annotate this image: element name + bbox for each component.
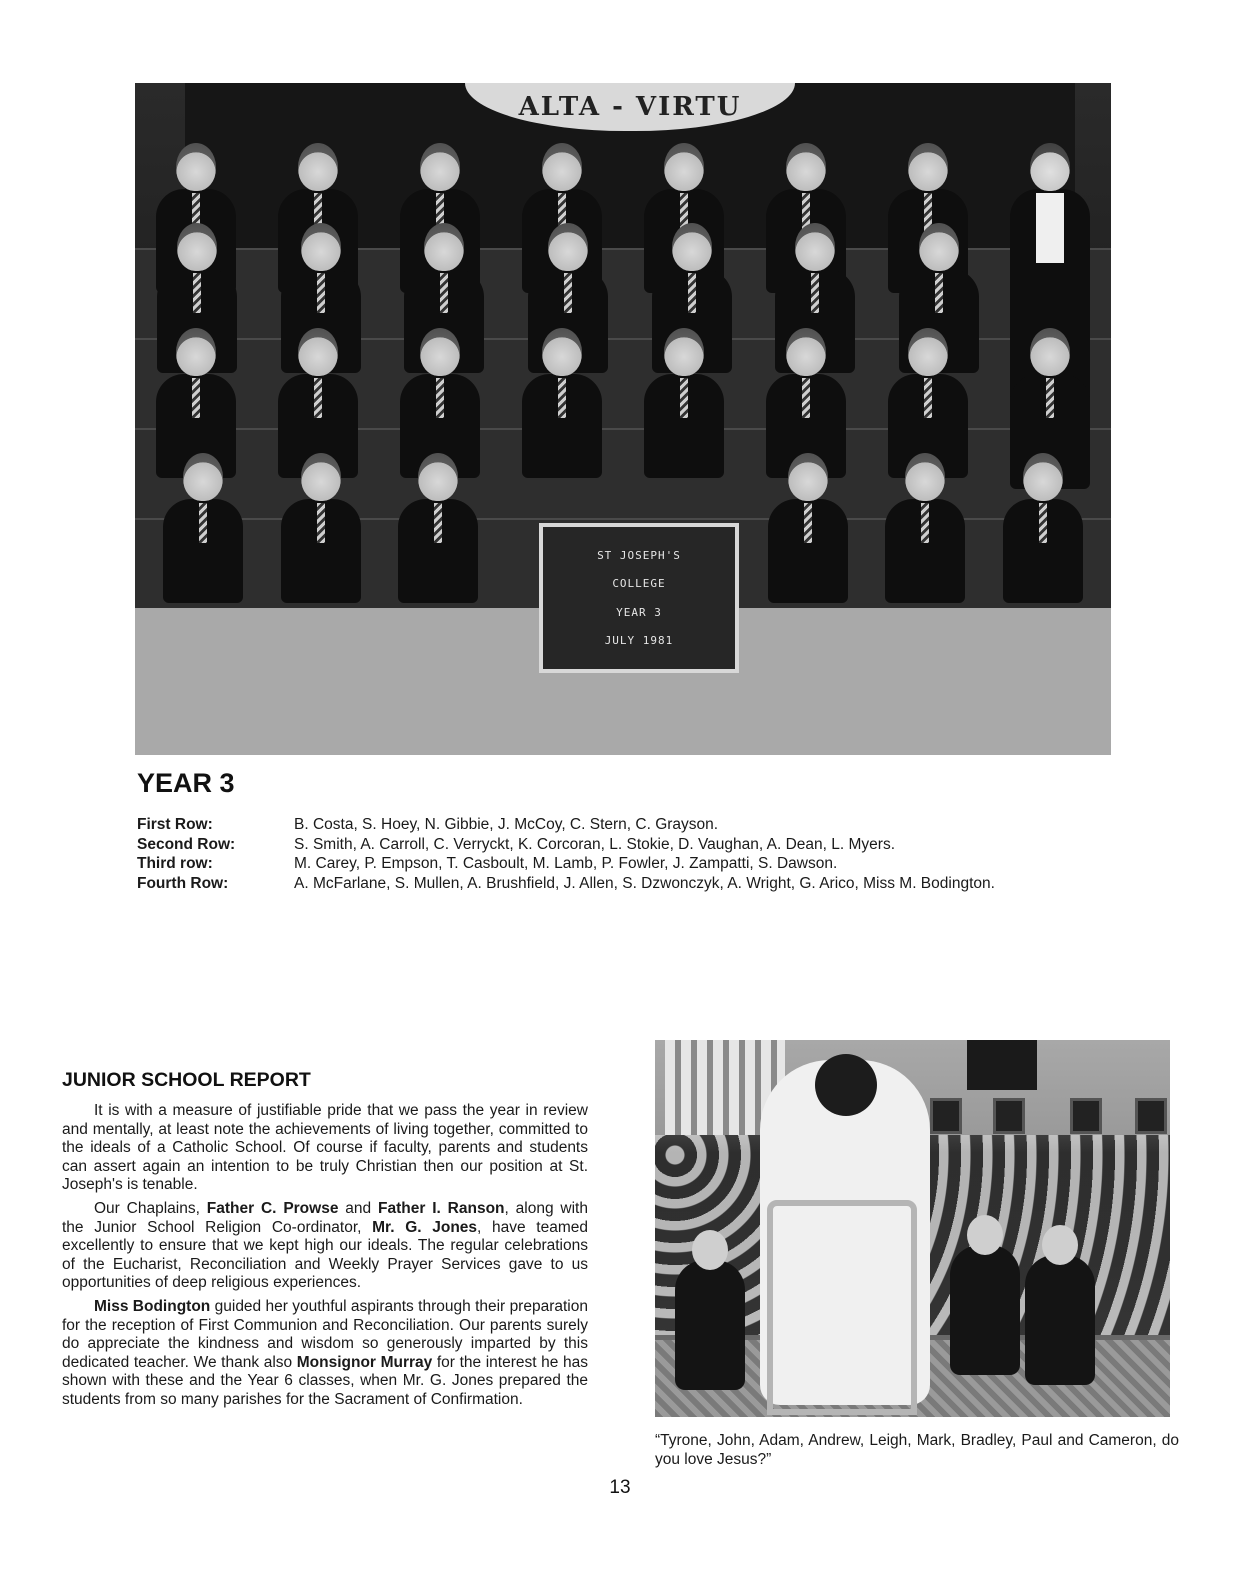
row-line-first — [137, 815, 1117, 835]
chapel-photo-caption: “Tyrone, John, Adam, Andrew, Leigh, Mark, Bradley, Paul and Cameron, do you love Jesus?” — [655, 1432, 1179, 1468]
page-number: 13 — [609, 1477, 631, 1498]
text-run: Our Chaplains, — [94, 1199, 207, 1217]
coordinator-name: Mr. G. Jones — [372, 1218, 478, 1236]
row-names: S. Smith, A. Carroll, C. Verryckt, K. Corcoran, L. Stokie, D. Vaughan, A. Dean, L. Myers. — [294, 835, 896, 853]
row-label: First Row: — [137, 816, 213, 833]
priest-head — [815, 1054, 877, 1116]
motto-banner: ALTA - VIRTU — [465, 83, 795, 131]
student-figure — [273, 453, 369, 603]
text-run: , along with the Junior School Religion Co-ordinator, — [62, 1199, 588, 1236]
row-line-fourth — [137, 874, 1117, 894]
wall-picture — [1070, 1098, 1102, 1134]
year-title: YEAR 3 — [137, 768, 235, 798]
text-run: for the interest he has shown with these and the Year 6 classes, when Mr. G. Jones prepared the students from so many parishes for the Sacrament of Confirmation. — [62, 1353, 589, 1408]
row-names: B. Costa, S. Hoey, N. Gibbie, J. McCoy, C. Stern, C. Grayson. — [294, 816, 719, 833]
wall-picture — [993, 1098, 1025, 1134]
row-names: M. Carey, P. Empson, T. Casboult, M. Lamb, P. Fowler, J. Zampatti, S. Dawson. — [294, 855, 838, 872]
text-run: , have teamed excellently to ensure that we kept high our ideals. The regular celebrations of the Eucharist, Reconciliation and Weekly Prayer Services gave to us opportunities of deep religious experiences. — [62, 1218, 589, 1292]
teacher-name: Miss Bodington — [94, 1297, 211, 1315]
group-photo — [135, 83, 1111, 755]
chaplain-name: Father I. Ranson — [378, 1199, 505, 1217]
class-sign-board — [539, 523, 739, 673]
wall-picture — [930, 1098, 962, 1134]
sign-line-date: JULY 1981 — [604, 634, 674, 648]
student-figure — [390, 453, 486, 603]
monsignor-name: Monsignor Murray — [296, 1353, 433, 1371]
wall-picture — [1135, 1098, 1167, 1134]
report-paragraph-1: It is with a measure of justifiable pride that we pass the year in review and mentally, at least note the achievements of living together, committed to the ideals of a Catholic School. Of course if faculty, parents and students can assert again an intention to be truly Christian then our position at St. Joseph's is tenable. — [62, 1102, 588, 1194]
sign-line-college: COLLEGE — [612, 577, 666, 591]
junior-school-report — [62, 1069, 588, 1415]
sign-line-year: YEAR 3 — [616, 605, 662, 619]
row-line-third — [137, 854, 1117, 874]
chair — [767, 1200, 917, 1415]
seated-boy — [675, 1260, 745, 1390]
row-label: Third row: — [137, 855, 213, 872]
report-paragraph-3 — [62, 1298, 588, 1410]
student-figure — [877, 453, 973, 603]
student-figure — [995, 453, 1091, 603]
row-label: Second Row: — [137, 835, 236, 853]
sign-line-school: ST JOSEPH'S — [597, 548, 681, 562]
seated-boy — [950, 1245, 1020, 1375]
text-run: guided her youthful aspirants through their preparation for the reception of First Communion and Reconciliation. Our parents surely do appreciate the kindness and wisdom so generously imparted by this dedicated teacher. We thank also — [62, 1297, 588, 1371]
report-paragraph-2 — [62, 1200, 588, 1293]
student-figure — [760, 453, 856, 603]
chaplain-name: Father C. Prowse — [206, 1199, 339, 1217]
row-label: Fourth Row: — [137, 874, 229, 892]
row-names: A. McFarlane, S. Mullen, A. Brushfield, J. Allen, S. Dzwonczyk, A. Wright, G. Arico, Miss M. Bodington. — [294, 874, 995, 892]
row-line-second — [137, 835, 1117, 855]
text-run: and — [338, 1199, 378, 1217]
report-heading: JUNIOR SCHOOL REPORT — [62, 1069, 311, 1091]
seated-boy — [1025, 1255, 1095, 1385]
wall-hanging — [967, 1040, 1037, 1090]
chapel-photo — [655, 1040, 1170, 1417]
student-figure — [155, 453, 251, 603]
student-rows-list — [137, 815, 1117, 893]
